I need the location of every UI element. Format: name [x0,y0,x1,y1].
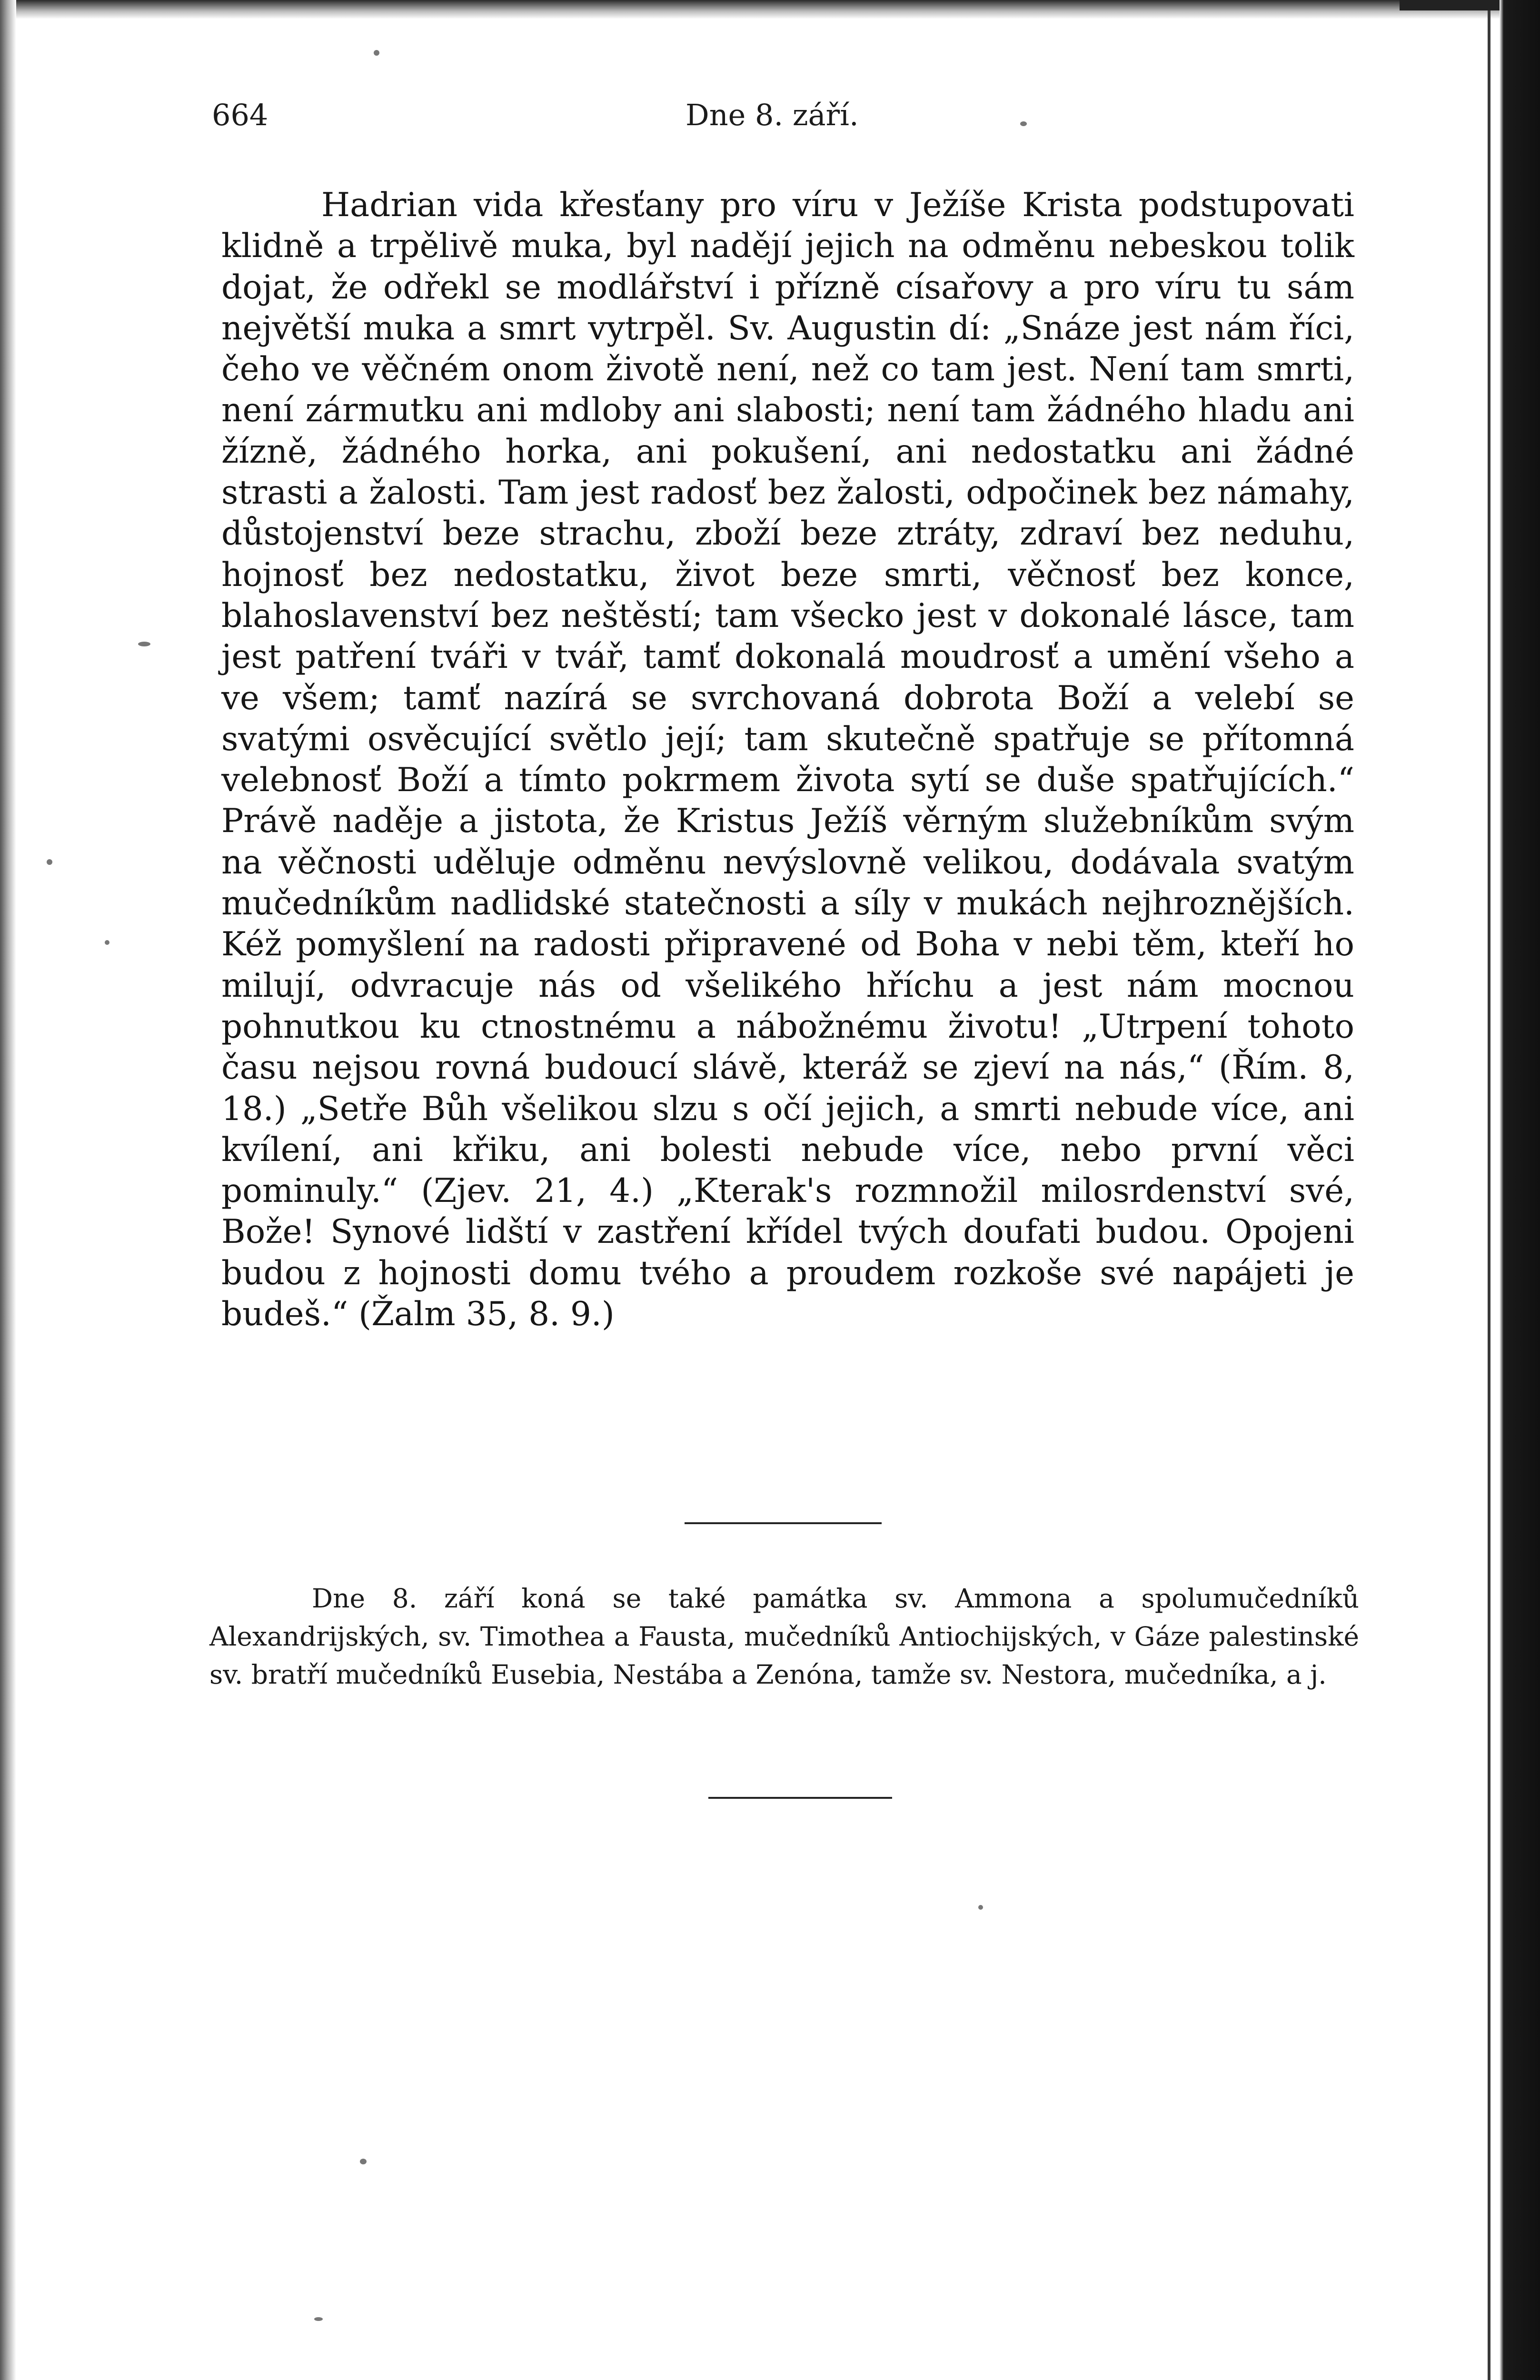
scan-edge-left [0,0,16,2380]
scan-edge-top-dark [1400,0,1500,10]
running-title: Dne 8. září. [686,98,859,132]
scan-speck [105,940,109,945]
scan-speck [138,642,150,646]
scan-speck [978,1905,983,1910]
scan-edge-right [1500,0,1540,2380]
page-number: 664 [212,98,268,132]
end-divider [708,1797,892,1799]
scan-speck [1020,121,1027,126]
commemoration-note: Dne 8. září koná se také památka sv. Ammona a spolumučedníků Alexandrijských, sv. Timothea a Fausta, mučedníků Antiochijských, v Gáze palestinské sv. bratří mučedníků Eusebia, Nestába a Zenóna, tamže sv. Nestora, mučedníka, a j. [209,1583,1359,1690]
page-header [212,98,1364,140]
scan-edge-top [0,0,1500,19]
scan-edge-right-line [1488,0,1490,2380]
scan-speck [47,859,52,865]
scan-speck [314,2317,323,2321]
section-divider [685,1522,882,1524]
main-paragraph: Hadrian vida křesťany pro víru v Ježíše Krista podstupovati klidně a trpělivě muka, byl nadějí jejich na odměnu nebeskou tolik dojat, že odřekl se modlářství i přízně císařovy a pro víru tu sám největší muka a smrt vytrpěl. Sv. Augustin dí: „Snáze jest nám říci, čeho ve věčném onom životě není, než co tam jest. Není tam smrti, není zármutku ani mdloby ani slabosti; není tam žádného hladu ani žízně, žádného horka, ani pokušení, ani nedostatku ani žádné strasti a žalosti. Tam jest radosť bez žalosti, odpočinek bez námahy, důstojenství beze strachu, zboží beze ztráty, zdraví bez neduhu, hojnosť bez nedostatku, život beze smrti, věčnosť bez konce, blahoslavenství bez neštěstí; tam všecko jest v dokonalé lásce, tam jest patření tváři v tvář, tamť dokonalá moudrosť a umění všeho a ve všem; tamť nazírá se svrchovaná dobrota Boží a velebí se svatými osvěcující světlo její; tam skutečně spatřuje se přítomná velebnosť Boží a tímto pokrmem života sytí se duše spatřujících.“ Právě naděje a jistota, že Kristus Ježíš věrným služebníkům svým na věčnosti uděluje odměnu nevýslovně velikou, dodávala svatým mučedníkům nadlidské statečnosti a síly v mukách nejhroznějších. Kéž pomyšlení na radosti připravené od Boha v nebi těm, kteří ho milují, odvracuje nás od všelikého hříchu a jest nám mocnou pohnutkou ku ctnostnému a nábožnému životu! „Utrpení tohoto času nejsou rovná budoucí slávě, kteráž se zjeví na nás,“ (Řím. 8, 18.) „Setře Bůh všelikou slzu s očí jejich, a smrti nebude více, ani kvílení, ani křiku, ani bolesti nebude více, nebo první věci pominuly.“ (Zjev. 21, 4.) „Kterak's rozmnožil milosrdenství své, Bože! Synové lidští v zastření křídel tvých doufati budou. Opojeni budou z hojnosti domu tvého a proudem rozkoše své napájeti je budeš.“ (Žalm 35, 8. 9.) [221,186,1354,1334]
scan-speck [360,2159,367,2164]
scan-speck [374,50,379,56]
